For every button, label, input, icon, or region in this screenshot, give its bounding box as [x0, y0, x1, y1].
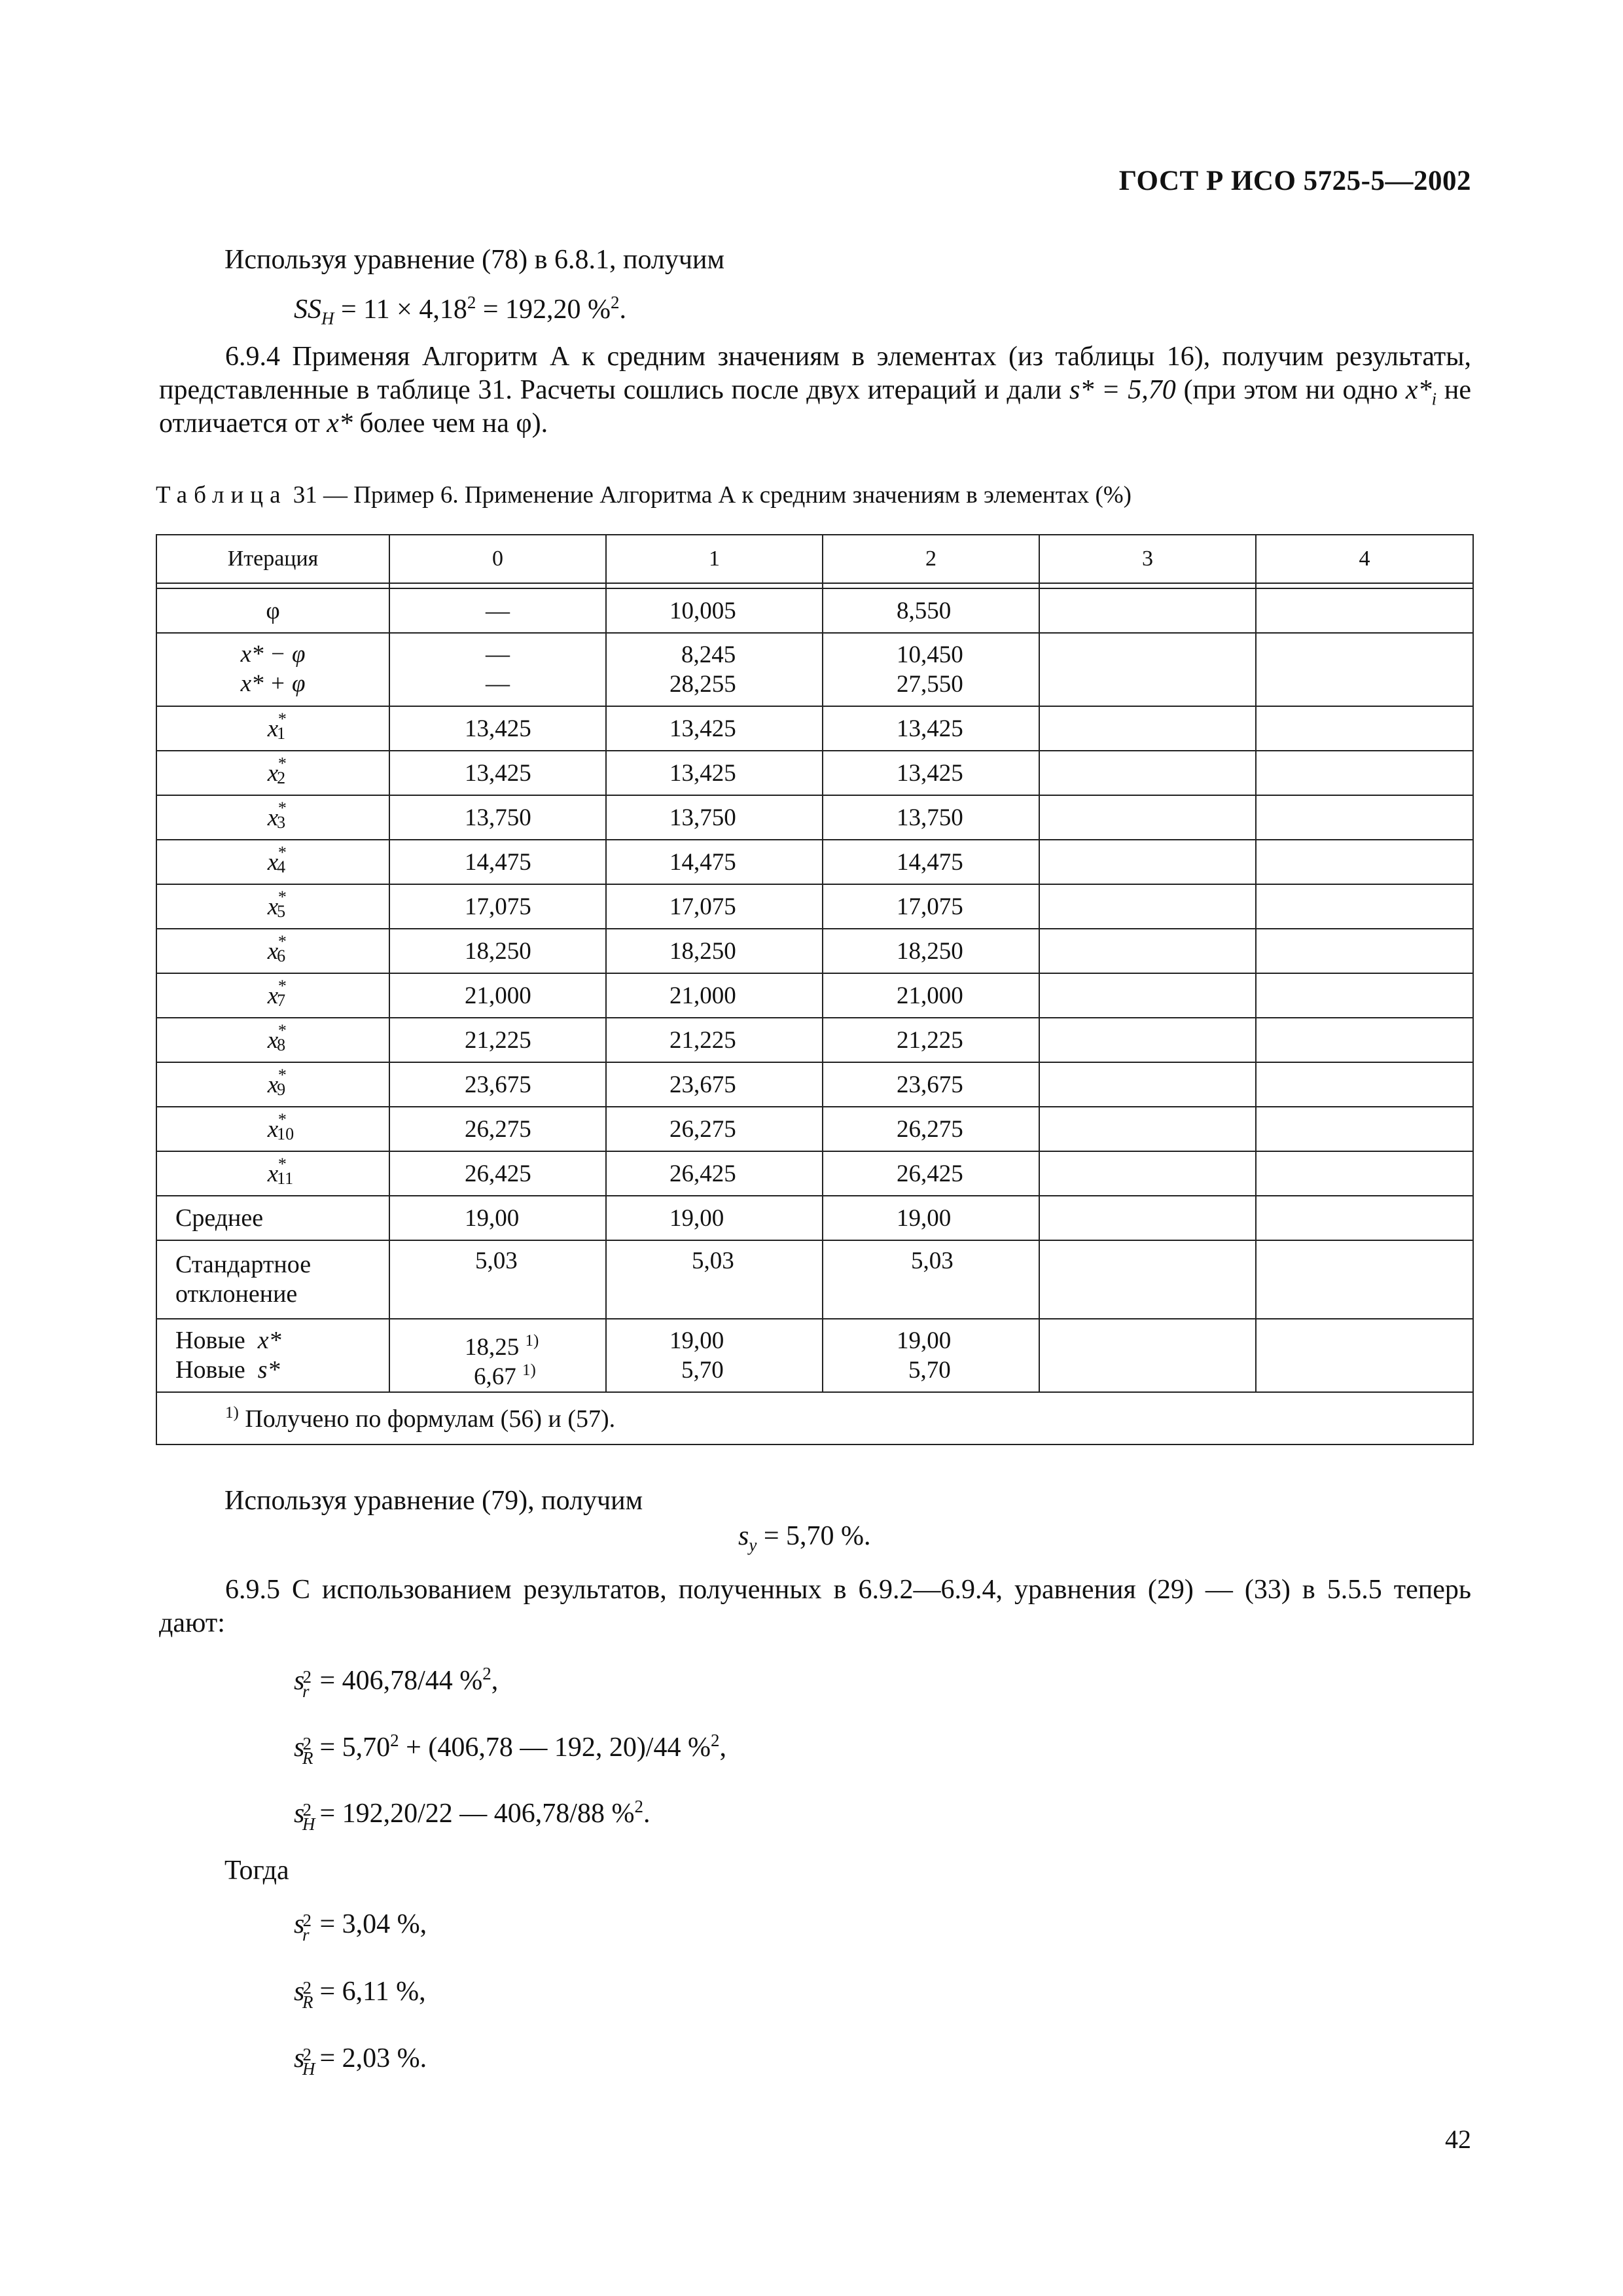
header-iteration: Итерация	[156, 535, 389, 583]
cell: 19,00	[389, 1196, 606, 1240]
table-row-footnote	[156, 1392, 1473, 1444]
cell-empty	[1039, 1240, 1256, 1319]
cell-empty	[1256, 1062, 1473, 1107]
equation-end: ,	[491, 1666, 499, 1696]
document-header: ГОСТ Р ИСО 5725-5—2002	[1118, 166, 1471, 196]
cell: 26,425	[823, 1151, 1039, 1196]
formula-ssh-rhs-exp: 2	[611, 293, 620, 312]
cell-empty	[1256, 973, 1473, 1018]
s-subscript: r	[302, 1681, 310, 1701]
xi-star-symbol: x*	[1405, 375, 1432, 405]
row-label-std-2: отклонение	[175, 1280, 298, 1308]
table-caption	[156, 481, 1132, 510]
equation-sH2-value	[294, 2042, 427, 2079]
formula-sy-rhs: = 5,70 %.	[757, 1521, 871, 1551]
cell: 18,250	[389, 929, 606, 973]
equation-rhs: = 406,78/44 %	[319, 1666, 483, 1696]
cell	[606, 633, 823, 706]
equation-sR2	[294, 1731, 726, 1768]
row-label-x	[156, 973, 389, 1018]
header-iter-1: 1	[606, 535, 823, 583]
row-label-x	[156, 929, 389, 973]
paragraph-equation-78: Используя уравнение (78) в 6.8.1, получим	[224, 245, 725, 275]
cell: 18,250	[606, 929, 823, 973]
x-index: 5	[277, 901, 286, 921]
footnote-text: Получено по формулам (56) и (57).	[238, 1405, 616, 1433]
equation-end: ,	[719, 1732, 726, 1763]
cell-empty	[1039, 973, 1256, 1018]
equation-rhs-exp: 2	[634, 1797, 643, 1816]
cell: 26,275	[823, 1107, 1039, 1151]
row-label-x	[156, 1151, 389, 1196]
cell: 18,250	[823, 929, 1039, 973]
row-label-std	[156, 1240, 389, 1319]
table-row-x	[156, 1018, 1473, 1062]
table-row-std	[156, 1240, 1473, 1319]
cell: 21,225	[823, 1018, 1039, 1062]
paragraph-6-9-4-text-b: (при этом ни одно	[1175, 375, 1406, 405]
cell: 19,00	[823, 1196, 1039, 1240]
x-index: 1	[277, 723, 286, 743]
x-index: 8	[277, 1035, 286, 1054]
cell-empty	[1256, 706, 1473, 751]
cell-empty	[1039, 633, 1256, 706]
paragraph-equation-79: Используя уравнение (79), получим	[224, 1486, 643, 1516]
cell-empty	[1039, 1062, 1256, 1107]
equation-rhs-exp: 2	[390, 1731, 399, 1750]
cell-empty	[1256, 795, 1473, 840]
cell-empty	[1256, 929, 1473, 973]
row-label-phi: φ	[156, 588, 389, 633]
cell-empty	[1039, 706, 1256, 751]
footnote-ref: 1)	[522, 1361, 536, 1379]
sy-subscript: y	[749, 1535, 757, 1555]
table-x-rows	[156, 706, 1473, 1196]
x-index: 11	[277, 1168, 294, 1188]
row-label-x	[156, 795, 389, 840]
paragraph-6-9-4-text-d: более чем на φ).	[352, 408, 548, 439]
paragraph-6-9-4	[159, 340, 1471, 440]
cell: 13,425	[606, 751, 823, 795]
x-star-symbol: x * 4	[267, 843, 287, 876]
cell-empty	[1256, 1240, 1473, 1319]
x-index: 7	[277, 990, 286, 1010]
row-label-std-1: Стандартное	[175, 1251, 312, 1278]
footnote-ref: 1)	[525, 1332, 539, 1350]
x-star-symbol: x * 10	[267, 1110, 294, 1143]
equation-rhs: = 192,20/22 — 406,78/88 %	[319, 1799, 635, 1829]
table-row-x	[156, 1062, 1473, 1107]
table-row-x	[156, 929, 1473, 973]
cell: 26,275	[389, 1107, 606, 1151]
cell: 21,000	[823, 973, 1039, 1018]
cell-empty	[1256, 588, 1473, 633]
ss-subscript: H	[321, 308, 334, 329]
cell: 13,750	[606, 795, 823, 840]
equation-rhs: = 6,11 %,	[319, 1977, 426, 2007]
row-label-x	[156, 840, 389, 884]
cell	[389, 1319, 606, 1392]
paragraph-6-9-4-text-a: 6.9.4 Применяя Алгоритм А к средним значениям в элементах (из таблицы 16), получим результаты, представленные в таблице 31. Расчеты сошлись после двух итераций и дали	[159, 342, 1471, 405]
x-index: 3	[277, 812, 286, 832]
cell-empty	[1039, 588, 1256, 633]
x-star-symbol: x * 9	[267, 1066, 287, 1099]
table-row-x	[156, 884, 1473, 929]
x-star-symbol: x * 8	[267, 1021, 287, 1054]
equation-sH2	[294, 1797, 651, 1834]
x-star-symbol: x * 1	[267, 709, 287, 743]
row-label-x	[156, 1018, 389, 1062]
cell-minus: —	[486, 641, 510, 668]
cell: 19,00	[606, 1196, 823, 1240]
label-x-plus-phi: x* + φ	[240, 670, 306, 697]
s-subscript: r	[302, 1924, 310, 1945]
cell-minus: 10,450	[897, 641, 963, 668]
label-new-s-sym: s*	[257, 1356, 280, 1384]
cell: 14,475	[389, 840, 606, 884]
paragraph-6-9-4-text-c: не отличается от	[159, 375, 1472, 439]
table-caption-text: 31 — Пример 6. Применение Алгоритма А к средним значениям в элементах (%)	[287, 482, 1132, 509]
cell	[823, 1319, 1039, 1392]
x-index: 9	[277, 1079, 286, 1099]
cell-empty	[1039, 840, 1256, 884]
equation-sR2-value	[294, 1975, 426, 2012]
cell	[389, 633, 606, 706]
cell-empty	[1256, 1151, 1473, 1196]
cell-empty	[1256, 1196, 1473, 1240]
formula-ssh-exp: 2	[467, 293, 476, 312]
table-row-x	[156, 840, 1473, 884]
cell-plus: —	[486, 670, 510, 697]
s-subscript: R	[302, 1748, 313, 1768]
x-star-symbol: x * 7	[267, 977, 287, 1010]
cell: 23,675	[606, 1062, 823, 1107]
cell: 21,225	[606, 1018, 823, 1062]
table-caption-word: Таблица	[156, 482, 287, 509]
s-star-value: s* = 5,70	[1069, 375, 1176, 405]
equation-rhs: = 2,03 %.	[319, 2043, 427, 2073]
cell	[823, 633, 1039, 706]
new-x-1: 19,00	[669, 1327, 724, 1354]
header-iter-2: 2	[823, 535, 1039, 583]
row-label-mean: Среднее	[156, 1196, 389, 1240]
cell: 14,475	[823, 840, 1039, 884]
cell-empty	[1256, 1107, 1473, 1151]
cell-empty	[1256, 751, 1473, 795]
s-subscript: H	[302, 1814, 315, 1834]
cell: 26,275	[606, 1107, 823, 1151]
equation-end: .	[643, 1799, 651, 1829]
cell: 13,425	[606, 706, 823, 751]
cell: 17,075	[606, 884, 823, 929]
cell: 5,03	[389, 1240, 606, 1319]
cell: 13,750	[389, 795, 606, 840]
x-index: 10	[277, 1124, 294, 1143]
table-row-x	[156, 706, 1473, 751]
cell: 10,005	[606, 588, 823, 633]
s-subscript: H	[302, 2058, 315, 2079]
cell: 21,000	[389, 973, 606, 1018]
x-star-symbol: x * 5	[267, 888, 287, 921]
s-subscript: R	[302, 1992, 313, 2012]
label-x-minus-phi: x* − φ	[240, 641, 306, 668]
table-row-x	[156, 1107, 1473, 1151]
new-s-2: 5,70	[908, 1357, 951, 1384]
cell: 17,075	[823, 884, 1039, 929]
cell-empty	[1256, 840, 1473, 884]
cell: 8,550	[823, 588, 1039, 633]
new-x-0: 18,25	[465, 1334, 520, 1361]
x-index: 2	[277, 768, 286, 787]
paragraph-6-9-5: 6.9.5 С использованием результатов, полученных в 6.9.2—6.9.4, уравнения (29) — (33) в 5.5.5 теперь дают:	[159, 1575, 1471, 1638]
table-gap-row	[156, 583, 1473, 588]
equation-rhs: = 3,04 %,	[319, 1909, 427, 1939]
new-s-1: 5,70	[681, 1357, 724, 1384]
cell-empty	[1256, 1018, 1473, 1062]
table-row-x	[156, 751, 1473, 795]
x-star-symbol: x * 2	[267, 754, 287, 787]
cell-empty	[1256, 633, 1473, 706]
page-number: 42	[1445, 2125, 1471, 2154]
x-star-symbol: x * 3	[267, 798, 287, 832]
s-symbol: s 2 H	[294, 2042, 304, 2075]
cell-empty	[1039, 1319, 1256, 1392]
cell	[606, 1319, 823, 1392]
row-label-x	[156, 751, 389, 795]
equation-sr2	[294, 1664, 499, 1701]
cell-empty	[1039, 884, 1256, 929]
cell: 13,425	[389, 751, 606, 795]
cell: 13,425	[389, 706, 606, 751]
table-row-phi	[156, 588, 1473, 633]
table-footnote	[156, 1392, 1473, 1444]
header-iter-0: 0	[389, 535, 606, 583]
label-new-s: Новые	[175, 1356, 245, 1384]
xi-subscript: i	[1431, 389, 1437, 409]
row-label-x	[156, 884, 389, 929]
equation-rhs-exp: 2	[482, 1664, 491, 1683]
equation-rhs2: + (406,78 — 192, 20)/44 %	[399, 1732, 711, 1763]
s-symbol: s 2 R	[294, 1975, 304, 2009]
table-row-interval	[156, 633, 1473, 706]
cell-plus: 28,255	[669, 671, 736, 698]
cell: 17,075	[389, 884, 606, 929]
table-row-x	[156, 973, 1473, 1018]
table-header-row	[156, 535, 1473, 583]
cell-empty	[1039, 795, 1256, 840]
cell-empty	[1039, 1107, 1256, 1151]
cell-empty	[1039, 1196, 1256, 1240]
row-label-x	[156, 1062, 389, 1107]
s-symbol: s 2 r	[294, 1908, 304, 1941]
x-star-symbol: x * 11	[267, 1155, 294, 1188]
table-31	[156, 534, 1474, 1445]
label-new-x: Новые	[175, 1327, 245, 1354]
ss-symbol: SS	[294, 295, 321, 325]
cell: 23,675	[823, 1062, 1039, 1107]
paragraph-then: Тогда	[224, 1856, 289, 1886]
cell-empty	[1039, 751, 1256, 795]
row-label-new	[156, 1319, 389, 1392]
label-new-x-sym: x*	[257, 1327, 281, 1354]
table-row-x	[156, 795, 1473, 840]
sy-symbol: s	[738, 1521, 749, 1551]
cell-empty	[1039, 1151, 1256, 1196]
x-index: 4	[277, 857, 286, 876]
cell: 14,475	[606, 840, 823, 884]
equation-rhs2-exp: 2	[710, 1731, 720, 1750]
row-label-x	[156, 706, 389, 751]
formula-ssh	[294, 293, 626, 327]
formula-sy	[738, 1520, 871, 1553]
cell: 5,03	[606, 1240, 823, 1319]
formula-ssh-mid: = 11 × 4,18	[334, 295, 467, 325]
cell-empty	[1256, 1319, 1473, 1392]
s-symbol: s 2 H	[294, 1797, 304, 1831]
equation-rhs: = 5,70	[319, 1732, 391, 1763]
formula-ssh-rhs: = 192,20 %	[476, 295, 611, 325]
table-row-x	[156, 1151, 1473, 1196]
cell-minus: 8,245	[681, 641, 736, 668]
cell: —	[389, 588, 606, 633]
x-index: 6	[277, 946, 286, 965]
cell: 13,425	[823, 751, 1039, 795]
row-label-interval	[156, 633, 389, 706]
header-iter-3: 3	[1039, 535, 1256, 583]
cell: 13,750	[823, 795, 1039, 840]
s-symbol: s 2 R	[294, 1731, 304, 1765]
cell-empty	[1039, 929, 1256, 973]
cell: 26,425	[606, 1151, 823, 1196]
cell: 26,425	[389, 1151, 606, 1196]
new-s-0: 6,67	[474, 1363, 516, 1390]
cell-empty	[1039, 1018, 1256, 1062]
x-star-symbol: x*	[327, 408, 353, 439]
header-iter-4: 4	[1256, 535, 1473, 583]
equation-sr2-value	[294, 1908, 427, 1945]
s-symbol: s 2 r	[294, 1664, 304, 1698]
footnote-mark: 1)	[225, 1403, 239, 1422]
cell-plus: 27,550	[897, 671, 963, 698]
table-row-mean	[156, 1196, 1473, 1240]
cell: 23,675	[389, 1062, 606, 1107]
x-star-symbol: x * 6	[267, 932, 287, 965]
cell: 21,225	[389, 1018, 606, 1062]
cell: 13,425	[823, 706, 1039, 751]
cell: 5,03	[823, 1240, 1039, 1319]
new-x-2: 19,00	[897, 1327, 952, 1354]
cell-empty	[1256, 884, 1473, 929]
formula-ssh-end: .	[619, 295, 627, 325]
cell: 21,000	[606, 973, 823, 1018]
table-row-new	[156, 1319, 1473, 1392]
row-label-x	[156, 1107, 389, 1151]
